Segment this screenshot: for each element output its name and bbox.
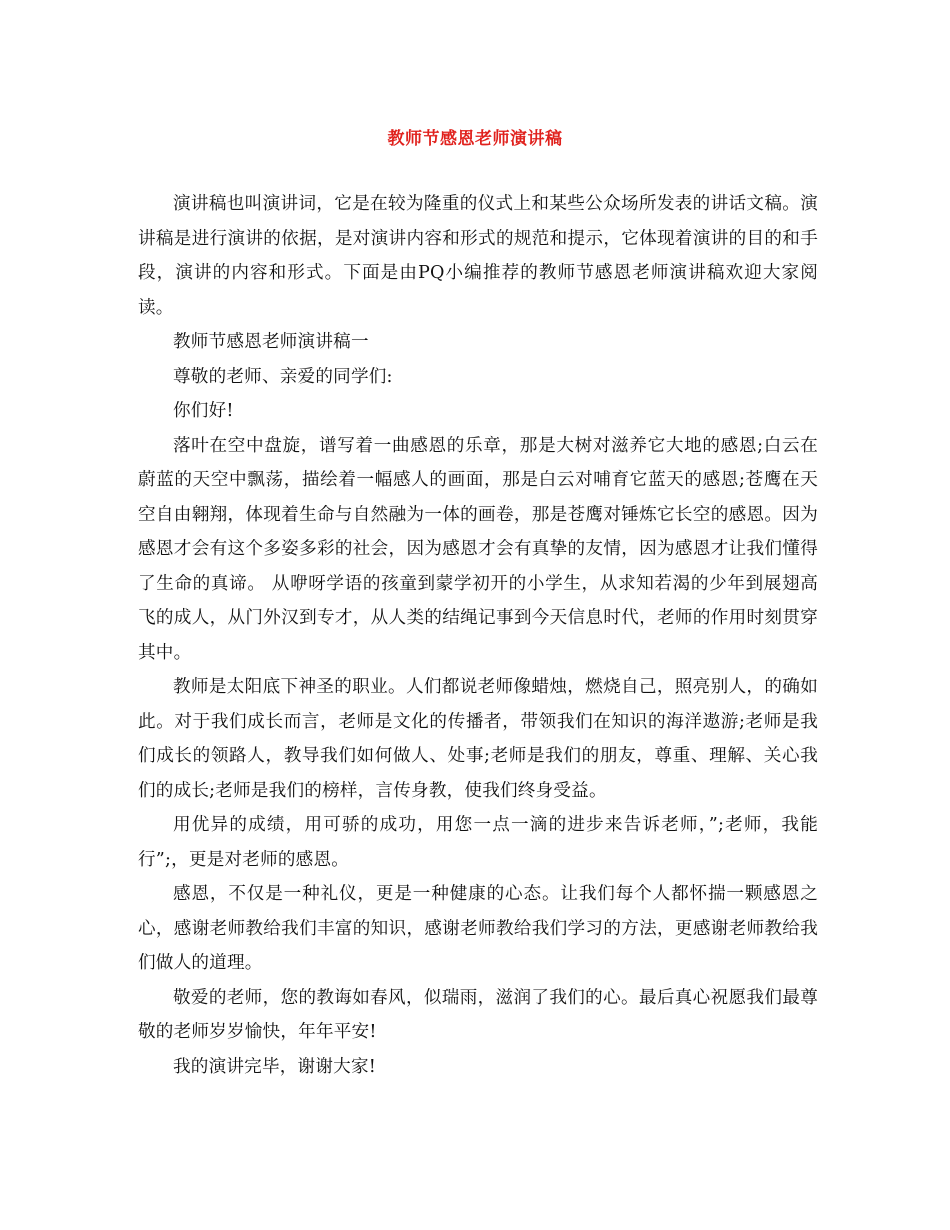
intro-paragraph: 演讲稿也叫演讲词，它是在较为隆重的仪式上和某些公众场所发表的讲话文稿。演讲稿是进行演讲的依据，是对演讲内容和形式的规范和提示，它体现着演讲的目的和手段，演讲的内容和形式。下面是由PQ小编推荐的教师节感恩老师演讲稿欢迎大家阅读。 xyxy=(138,194,818,318)
body-paragraph-teacher-role: 教师是太阳底下神圣的职业。人们都说老师像蜡烛，燃烧自己，照亮别人，的确如此。对于我们成长而言，老师是文化的传播者，带领我们在知识的海洋遨游;老师是我们成长的领路人，教导我们如何做人、处事;老师是我们的朋友，尊重、理解、关心我们的成长;老师是我们的榜样，言传身教，使我们终身受益。 xyxy=(138,677,818,801)
body-paragraph-wishes: 敬爱的老师，您的教诲如春风，似瑞雨，滋润了我们的心。最后真心祝愿我们最尊敬的老师岁岁愉快，年年平安! xyxy=(138,987,818,1042)
greeting: 你们好! xyxy=(173,401,234,421)
document-title: 教师节感恩老师演讲稿 xyxy=(387,129,563,149)
document-body xyxy=(138,187,818,1084)
salutation: 尊敬的老师、亲爱的同学们: xyxy=(173,366,393,387)
closing-line: 我的演讲完毕，谢谢大家! xyxy=(173,1056,377,1077)
speech-heading: 教师节感恩老师演讲稿一 xyxy=(173,332,369,352)
body-paragraph-achievement: 用优异的成绩，用可骄的成功，用您一点一滴的进步来告诉老师，”;老师，我能行”;，更是对老师的感恩。 xyxy=(138,815,818,870)
body-paragraph-thanks: 感恩，不仅是一种礼仪，更是一种健康的心态。让我们每个人都怀揣一颗感恩之心，感谢老师教给我们丰富的知识，感谢老师教给我们学习的方法，更感谢老师教给我们做人的道理。 xyxy=(138,884,818,973)
body-paragraph-gratitude: 落叶在空中盘旋，谱写着一曲感恩的乐章，那是大树对滋养它大地的感恩;白云在蔚蓝的天空中飘荡，描绘着一幅感人的画面，那是白云对哺育它蓝天的感恩;苍鹰在天空自由翱翔，体现着生命与自然融为一体的画卷，那是苍鹰对锤炼它长空的感恩。因为感恩才会有这个多姿多彩的社会，因为感恩才会有真挚的友情，因为感恩才让我们懂得了生命的真谛。 从咿呀学语的孩童到蒙学初开的小学生，从求知若渴的少年到展翅高飞的成人，从门外汉到专才，从人类的结绳记事到今天信息时代，老师的作用时刻贯穿其中。 xyxy=(138,435,818,663)
